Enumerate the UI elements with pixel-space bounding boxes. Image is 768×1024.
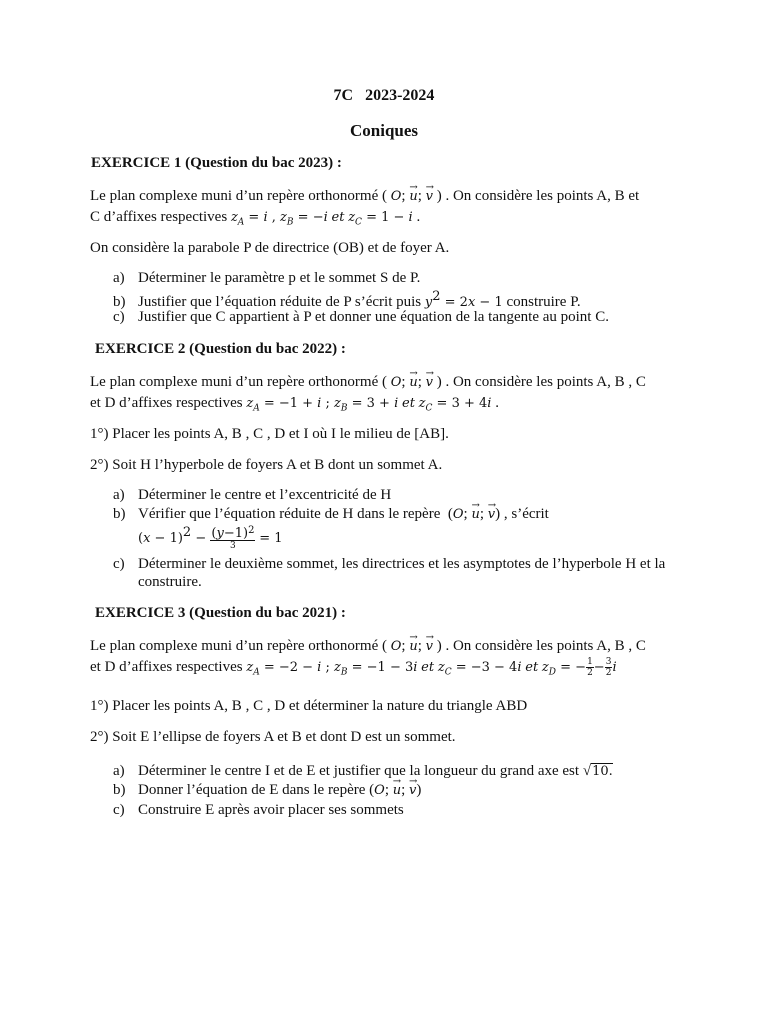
list-item: b) Justifier que l’équation réduite de P s’écrit puis $y^2 = 2x - 1$ construire P. xyxy=(113,289,581,310)
list-item: b) Vérifier que l’équation réduite de H dans le repère (O; → u; → v) , s’écrit xyxy=(113,505,683,524)
exercise-3-question-1: 1°) Placer les points A, B , C , D et déterminer la nature du triangle ABD xyxy=(90,698,528,714)
exercise-2-question-1: 1°) Placer les points A, B , C , D et I où I le milieu de [AB]. xyxy=(90,426,449,442)
exercise-1-parabola: On considère la parabole P de directrice (OB) et de foyer A. xyxy=(90,240,450,256)
exercise-1-heading: EXERCICE 1 (Question du bac 2023) : xyxy=(91,155,342,171)
list-item: c) Construire E après avoir placer ses sommets xyxy=(113,802,404,818)
list-item: a) Déterminer le centre et l’excentricité de H xyxy=(113,487,392,503)
exercise-1-intro: Le plan complexe muni d’un repère orthonormé ( O; → u; → v ) . On considère les points A, B et C d’affixes respectives $z_A = i$ , $z_B = -i$ et $z_C = 1 - i$ . xyxy=(90,186,690,233)
list-item: a) Déterminer le paramètre p et le sommet S de P. xyxy=(113,270,421,286)
exercise-2-question-2: 2°) Soit H l’hyperbole de foyers A et B dont un sommet A. xyxy=(90,457,443,473)
exercise-3-question-2: 2°) Soit E l’ellipse de foyers A et B et dont D est un sommet. xyxy=(90,729,456,745)
list-item: b) Donner l’équation de E dans le repère (O; → u; → v) xyxy=(113,781,683,800)
class-year: 7C 2023-2024 xyxy=(333,87,435,104)
list-item: c) Déterminer le deuxième sommet, les directrices et les asymptotes de l’hyperbole H et la construire. xyxy=(113,556,666,590)
exercise-2-heading: EXERCICE 2 (Question du bac 2022) : xyxy=(95,341,346,357)
exercise-3-heading: EXERCICE 3 (Question du bac 2021) : xyxy=(95,605,346,621)
hyperbola-equation: $(x - 1)^2$ − $\frac{(y-1)^2}{3}$ = 1 xyxy=(138,525,283,552)
list-item: c) Justifier que C appartient à P et donner une équation de la tangente au point C. xyxy=(113,309,609,325)
exercise-2-intro: Le plan complexe muni d’un repère orthonormé ( O; → u; → v ) . On considère les points A, B , C et D d’affixes respectives $z_A = -1 + i$ ; $z_B = 3 + i$ et $z_C = 3 + 4i$ . xyxy=(90,372,690,419)
exercise-3-intro: Le plan complexe muni d’un repère orthonormé ( O; → u; → v ) . On considère les points A, B , C et D d’affixes respectives $z_A = -2 - i$ ; $z_B = -1 - 3i$ et $z_C = -3 - 4i$ et $z_D$ = − $\frac{1}{2}$ − $\frac{3}{2}$ i xyxy=(90,636,690,683)
page-title: Coniques xyxy=(349,121,419,140)
list-item: a) Déterminer le centre I et de E et justifier que la longueur du grand axe est √10. xyxy=(113,763,613,779)
